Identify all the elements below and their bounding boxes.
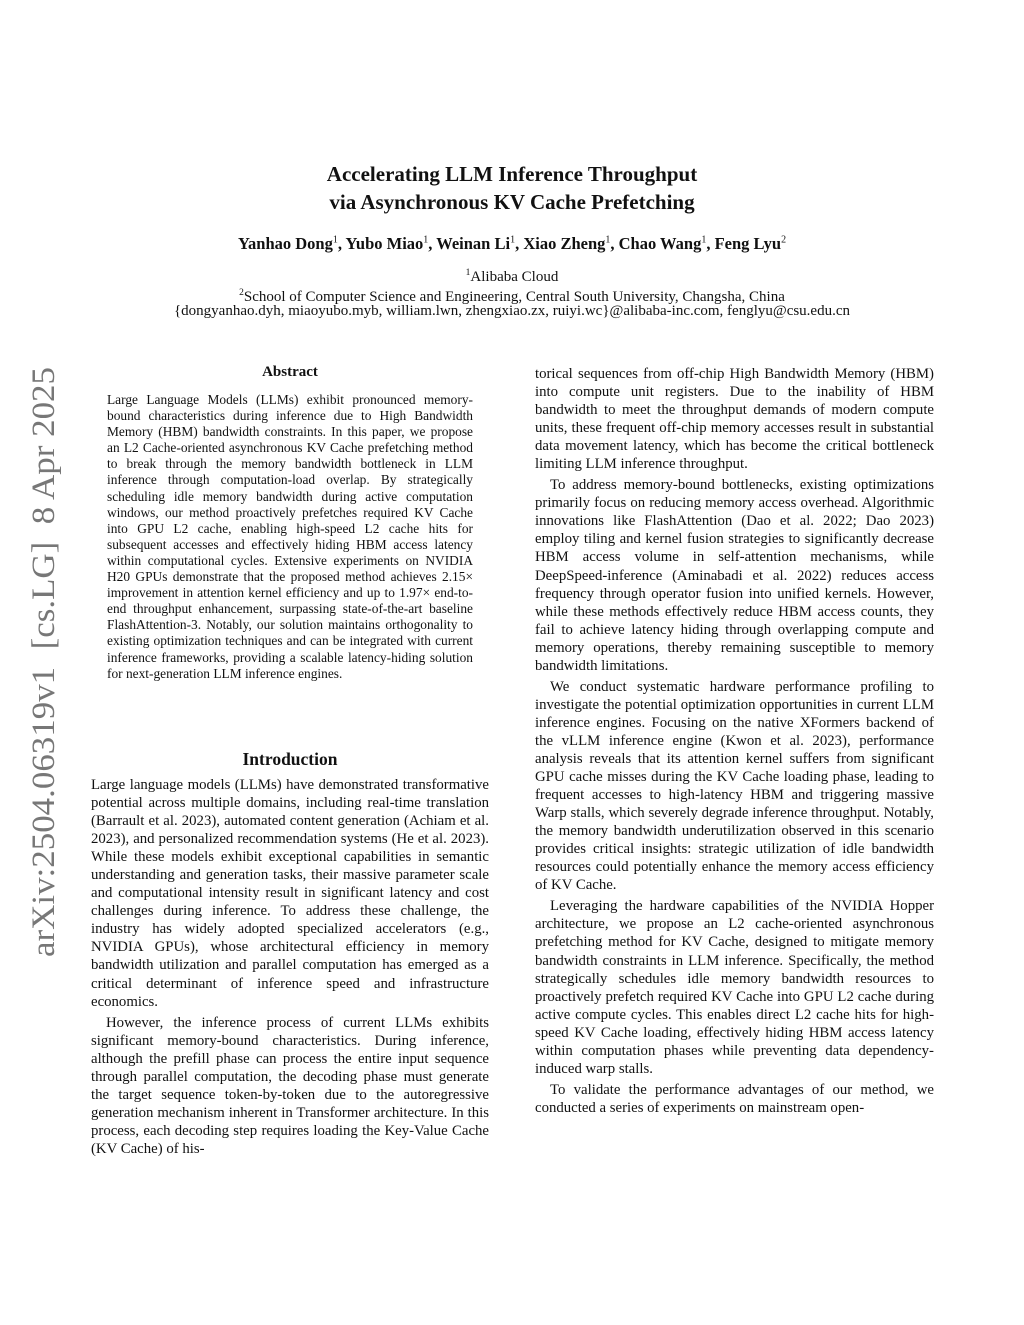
author-affiliation-marker: 1 bbox=[701, 234, 707, 246]
author-affiliation-marker: 1 bbox=[510, 234, 516, 246]
author-name: Weinan Li bbox=[436, 234, 511, 253]
affiliation-2-marker: 2 bbox=[239, 288, 244, 298]
left-column-body bbox=[91, 776, 489, 1158]
introduction-heading: Introduction bbox=[242, 749, 338, 769]
intro-paragraph-5: Leveraging the hardware capabilities of the NVIDIA Hopper architecture, we propose an L2 cache-oriented asynchronous prefetching method for KV Cache, designed to mitigate memory bandwidth constraints in LLM inference. Specifically, the method strategically schedules idle memory bandwidth resources to proactively prefetch required KV Cache into GPU L2 cache during active compute cycles. This enables direct L2 cache hits for high-speed KV Cache loading, effectively hiding HBM access latency within computation phases while preventing data dependency-induced warp stalls. bbox=[535, 898, 934, 1077]
author-list bbox=[0, 234, 1024, 254]
intro-paragraph-6: To validate the performance advantages of our method, we conducted a series of experiments on mainstream open- bbox=[535, 1081, 934, 1116]
intro-paragraph-3: To address memory-bound bottlenecks, existing optimizations primarily focus on reducing memory access overhead. Algorithmic innovations like FlashAttention (Dao et al. 2022; Dao 2023) employ tiling and kernel fusion strategies to significantly decrease HBM access volume in self-attention mechanisms, while DeepSpeed-inference (Aminabadi et al. 2022) reduces access frequency through operator fusion into unified kernels. However, while these methods effectively reduce HBM access counts, they fail to achieve latency hiding through overlapping compute and memory operations, thereby remaining susceptible to memory bandwidth limitations. bbox=[535, 477, 934, 674]
author-name: Xiao Zheng bbox=[523, 234, 606, 253]
arxiv-identifier-stamp bbox=[10, 362, 70, 962]
intro-paragraph-2: However, the inference process of current LLMs exhibits significant memory-bound characteristics. During inference, although the prefill phase can process the entire input sequence through parallel computation, the decoding phase must generate the target sequence token-by-token due to the autoregressive generation mechanism inherent in Transformer architecture. In this process, each decoding step requires loading the Key-Value Cache (KV Cache) of his- bbox=[91, 1014, 489, 1157]
author-emails: {dongyanhao.dyh, miaoyubo.myb, william.lwn, zhengxiao.zx, ruiyi.wc}@alibaba-inc.com, fenglyu@csu.edu.cn bbox=[173, 303, 851, 319]
title-line-1: Accelerating LLM Inference Throughput bbox=[326, 162, 698, 186]
affiliation-1-text: Alibaba Cloud bbox=[470, 269, 559, 285]
abstract-text: Large Language Models (LLMs) exhibit pronounced memory-bound characteristics during inference due to High Bandwidth Memory (HBM) bandwidth constraints. In this paper, we propose an L2 Cache-oriented asynchronous KV Cache prefetching method to break through the memory bandwidth bottleneck in LLM inference through computation-load overlap. By strategically scheduling idle memory bandwidth during active computation windows, our method proactively prefetches required KV Cache into GPU L2 cache, enabling high-speed L2 cache hits for subsequent accesses and effectively hiding HBM access latency within computational cycles. Extensive experiments on NVIDIA H20 GPUs demonstrate that the proposed method achieves 2.15× improvement in attention kernel efficiency and up to 1.97× end-to-end throughput enhancement, surpassing state-of-the-art baseline FlashAttention-3. Notably, our solution maintains orthogonality to existing optimization techniques and can be integrated with current inference frameworks, providing a scalable latency-hiding solution for next-generation LLM inference engines. bbox=[107, 392, 473, 681]
author-name: Yanhao Dong bbox=[237, 234, 333, 253]
author-separator: , bbox=[515, 234, 524, 253]
author-separator: , bbox=[428, 234, 437, 253]
author-name: Feng Lyu bbox=[714, 234, 782, 253]
intro-paragraph-4: We conduct systematic hardware performance profiling to investigate the potential optimization opportunities in current LLM inference engines. Focusing on the native XFormers backend of the vLLM inference engine (Kwon et al. 2023), performance analysis reveals that its attention kernel suffers from significant GPU cache misses during the KV Cache loading phase, leading to frequent accesses to high-latency HBM and triggering massive Warp stalls, which severely degrade inference throughput. Notably, the memory bandwidth underutilization observed in this scenario provides critical insights: strategic utilization of idle bandwidth resources could potentially enhance the memory access efficiency of KV Cache. bbox=[535, 678, 934, 894]
title-line-2: via Asynchronous KV Cache Prefetching bbox=[329, 190, 695, 214]
right-column-body bbox=[535, 365, 934, 1117]
author-name: Chao Wang bbox=[618, 234, 702, 253]
author-separator: , bbox=[337, 234, 346, 253]
intro-paragraph-1: Large language models (LLMs) have demonstrated transformative potential across multiple domains, including real-time translation (Barrault et al. 2023), automated content generation (Achiam et al. 2023), and personalized recommendation systems (He et al. 2023). While these models exhibit exceptional capabilities in semantic understanding and generation tasks, their massive parameter scale and computational intensity result in significant latency and cost challenges during inference. To address these challenge, the industry has widely adopted specialized accelerators (e.g., NVIDIA GPUs), whose architectural efficiency in memory bandwidth utilization and parallel computation has emerged as a critical determinant of inference speed and infrastructure economics. bbox=[91, 777, 489, 1010]
author-affiliation-marker: 2 bbox=[781, 234, 787, 246]
author-separator: , bbox=[706, 234, 715, 253]
author-affiliation-marker: 1 bbox=[423, 234, 429, 246]
author-affiliation-marker: 1 bbox=[605, 234, 611, 246]
arxiv-identifier-text: arXiv:2504.06319v1 [cs.LG] 8 Apr 2025 bbox=[26, 399, 62, 957]
affiliation-2-text: School of Computer Science and Engineering, Central South University, Changsha, China bbox=[243, 289, 785, 305]
abstract-body bbox=[107, 392, 473, 682]
paper-title bbox=[0, 160, 1024, 216]
author-affiliation-marker: 1 bbox=[332, 234, 338, 246]
author-name: Yubo Miao bbox=[345, 234, 424, 253]
affiliation-1-marker: 1 bbox=[465, 268, 471, 278]
author-separator: , bbox=[610, 234, 619, 253]
abstract-heading: Abstract bbox=[262, 364, 318, 380]
intro-paragraph-2-continued: torical sequences from off-chip High Bandwidth Memory (HBM) into compute unit registers. Due to the inability of HBM bandwidth to meet the throughput demands of modern compute units, these frequent off-chip memory accesses result in substantial data movement latency, which has become the critical bottleneck limiting LLM inference throughput. bbox=[535, 366, 934, 473]
